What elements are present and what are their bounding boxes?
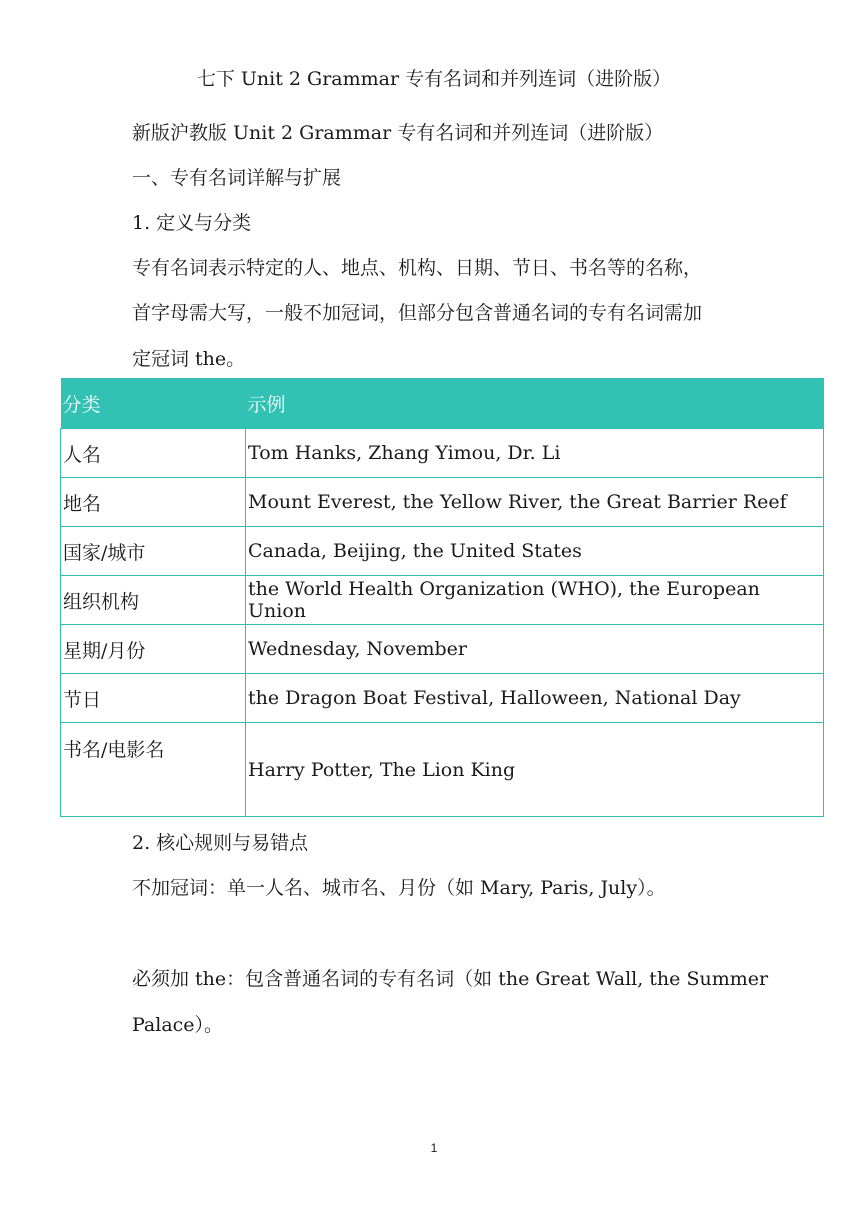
definition-line-2: 首字母需大写，一般不加冠词，但部分包含普通名词的专有名词需加 bbox=[132, 302, 703, 324]
table-cell-category: 星期/月份 bbox=[61, 625, 246, 674]
table-row bbox=[61, 625, 824, 674]
table-cell-example: Wednesday, November bbox=[246, 625, 824, 674]
table-cell-category: 国家/城市 bbox=[61, 527, 246, 576]
table-cell-category: 书名/电影名 bbox=[61, 723, 246, 817]
definition-line-1: 专有名词表示特定的人、地点、机构、日期、节日、书名等的名称， bbox=[132, 257, 703, 279]
proper-noun-category-table bbox=[60, 378, 824, 817]
definition-line-3: 定冠词 the。 bbox=[132, 348, 246, 370]
table-row bbox=[61, 429, 824, 478]
table-header-example: 示例 bbox=[246, 379, 824, 429]
table-row bbox=[61, 723, 824, 817]
table-cell-category: 节日 bbox=[61, 674, 246, 723]
section-heading-proper-nouns: 一、专有名词详解与扩展 bbox=[132, 167, 342, 189]
rule-must-add-the-line-1: 必须加 the：包含普通名词的专有名词（如 the Great Wall, the Summer bbox=[132, 968, 769, 990]
table-cell-example: Harry Potter, The Lion King bbox=[246, 723, 824, 817]
table-cell-example: Mount Everest, the Yellow River, the Great Barrier Reef bbox=[246, 478, 824, 527]
table-header-category: 分类 bbox=[61, 379, 246, 429]
table-row bbox=[61, 478, 824, 527]
table-cell-category: 组织机构 bbox=[61, 576, 246, 625]
table-cell-example: the Dragon Boat Festival, Halloween, National Day bbox=[246, 674, 824, 723]
table-cell-category: 地名 bbox=[61, 478, 246, 527]
table-cell-example: the World Health Organization (WHO), the European Union bbox=[246, 576, 824, 625]
subheading-core-rules: 2. 核心规则与易错点 bbox=[132, 832, 309, 854]
table-row bbox=[61, 527, 824, 576]
page-number: 1 bbox=[430, 1141, 438, 1155]
rule-must-add-the-line-2: Palace）。 bbox=[132, 1014, 224, 1036]
table-cell-example: Tom Hanks, Zhang Yimou, Dr. Li bbox=[246, 429, 824, 478]
table-row bbox=[61, 674, 824, 723]
table-cell-category: 人名 bbox=[61, 429, 246, 478]
subheading-definition: 1. 定义与分类 bbox=[132, 212, 252, 234]
table-row bbox=[61, 576, 824, 625]
table-cell-example: Canada, Beijing, the United States bbox=[246, 527, 824, 576]
rule-no-article: 不加冠词：单一人名、城市名、月份（如 Mary, Paris, July）。 bbox=[132, 877, 666, 899]
document-title: 七下 Unit 2 Grammar 专有名词和并列连词（进阶版） bbox=[196, 68, 672, 90]
document-subtitle: 新版沪教版 Unit 2 Grammar 专有名词和并列连词（进阶版） bbox=[132, 122, 664, 144]
table-header-row bbox=[61, 379, 824, 429]
